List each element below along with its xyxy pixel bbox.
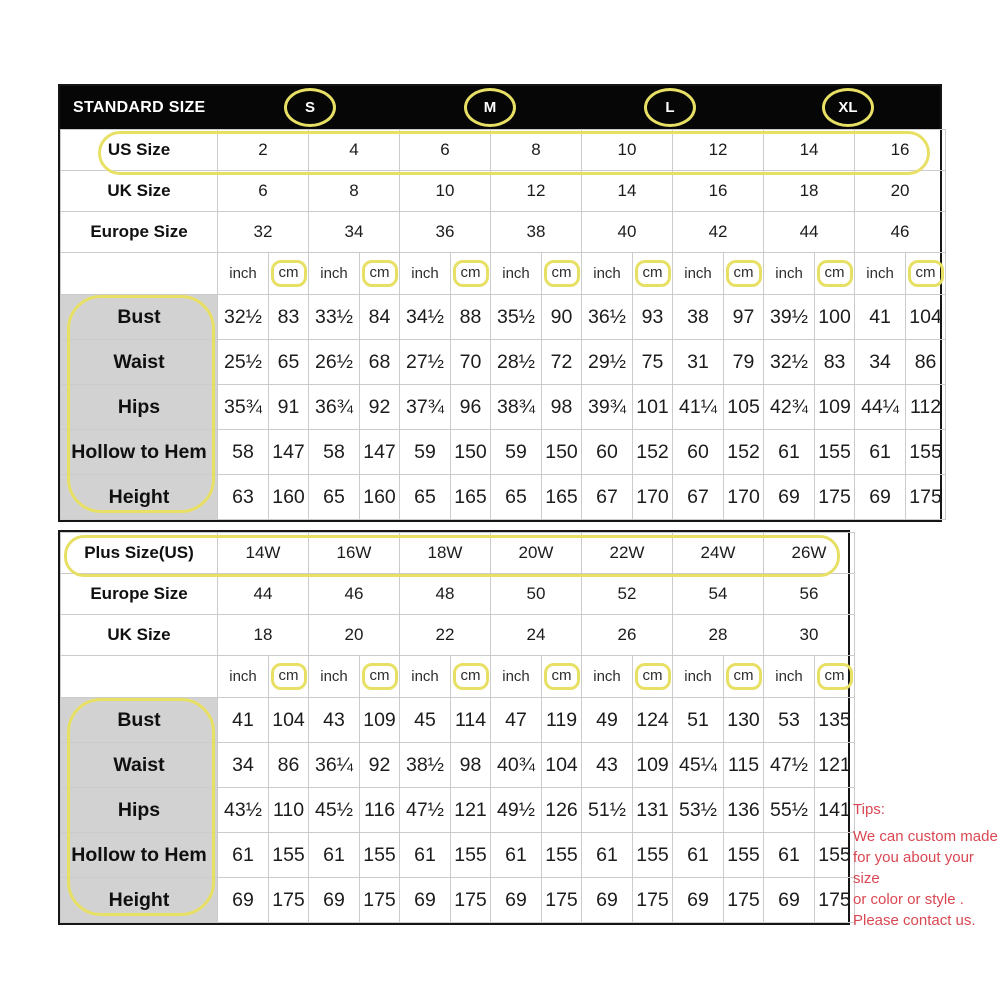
measure-cell: 175 (815, 878, 855, 923)
row-label: Bust (61, 295, 218, 340)
measure-cell: 121 (451, 788, 491, 833)
unit-cell: inch (855, 253, 906, 295)
measure-cell: 65 (269, 340, 309, 385)
measure-cell: 155 (633, 833, 673, 878)
tips-note (853, 799, 998, 931)
size-cell: 22W (582, 533, 673, 574)
measure-cell: 69 (400, 878, 451, 923)
measure-cell: 32½ (218, 295, 269, 340)
measure-cell: 136 (724, 788, 764, 833)
size-cell: 6 (400, 130, 491, 171)
cm-highlight-box: cm (362, 663, 398, 690)
size-cell: 50 (491, 574, 582, 615)
unit-cell: inch (309, 253, 360, 295)
row-label (61, 656, 218, 698)
measure-cell: 72 (542, 340, 582, 385)
measure-cell: 175 (451, 878, 491, 923)
unit-cell (360, 656, 400, 698)
measure-cell: 86 (269, 743, 309, 788)
row-label: UK Size (61, 171, 218, 212)
measure-cell: 65 (309, 475, 360, 520)
cm-highlight-box: cm (726, 260, 762, 287)
measure-cell: 41¼ (673, 385, 724, 430)
cm-highlight-box: cm (817, 663, 853, 690)
measure-cell: 96 (451, 385, 491, 430)
measure-cell: 165 (451, 475, 491, 520)
size-cell: 52 (582, 574, 673, 615)
measure-cell: 155 (360, 833, 400, 878)
measure-cell: 84 (360, 295, 400, 340)
size-cell: 46 (309, 574, 400, 615)
measure-cell: 104 (269, 698, 309, 743)
size-cell: 2 (218, 130, 309, 171)
size-cell: 12 (673, 130, 764, 171)
size-cell: 44 (218, 574, 309, 615)
measure-cell: 91 (269, 385, 309, 430)
measure-cell: 114 (451, 698, 491, 743)
measure-cell: 47½ (764, 743, 815, 788)
measure-cell: 43 (582, 743, 633, 788)
measure-cell: 40¾ (491, 743, 542, 788)
measure-cell: 152 (724, 430, 764, 475)
measure-cell: 37¾ (400, 385, 451, 430)
table-row (61, 574, 855, 615)
measure-cell: 43 (309, 698, 360, 743)
measure-cell: 150 (542, 430, 582, 475)
size-cell: 42 (673, 212, 764, 253)
measure-cell: 36¾ (309, 385, 360, 430)
row-label: Bust (61, 698, 218, 743)
measure-cell: 110 (269, 788, 309, 833)
table-row (61, 130, 946, 171)
measure-cell: 101 (633, 385, 673, 430)
size-cell: 38 (491, 212, 582, 253)
measure-cell: 175 (724, 878, 764, 923)
measure-cell: 88 (451, 295, 491, 340)
measure-cell: 61 (582, 833, 633, 878)
measure-cell: 109 (815, 385, 855, 430)
measure-cell: 39½ (764, 295, 815, 340)
unit-cell (451, 656, 491, 698)
size-cell: 18 (764, 171, 855, 212)
table-row (61, 171, 946, 212)
size-cell: 16W (309, 533, 400, 574)
measure-cell: 61 (491, 833, 542, 878)
measure-cell: 61 (218, 833, 269, 878)
size-cell: 4 (309, 130, 400, 171)
unit-cell: inch (673, 253, 724, 295)
measure-cell: 69 (309, 878, 360, 923)
measure-cell: 69 (855, 475, 906, 520)
measure-cell: 38¾ (491, 385, 542, 430)
unit-cell (906, 253, 946, 295)
measure-cell: 131 (633, 788, 673, 833)
row-label: Europe Size (61, 212, 218, 253)
measure-cell: 92 (360, 385, 400, 430)
measure-cell: 165 (542, 475, 582, 520)
measure-cell: 112 (906, 385, 946, 430)
measure-cell: 175 (633, 878, 673, 923)
tips-title: Tips: (853, 801, 885, 818)
measure-cell: 69 (764, 878, 815, 923)
measure-cell: 70 (451, 340, 491, 385)
measure-cell: 61 (764, 833, 815, 878)
measure-cell: 31 (673, 340, 724, 385)
measure-cell: 45½ (309, 788, 360, 833)
unit-cell: inch (491, 253, 542, 295)
measure-cell: 41 (855, 295, 906, 340)
row-label: Height (61, 878, 218, 923)
measure-cell: 147 (360, 430, 400, 475)
measure-cell: 69 (764, 475, 815, 520)
size-cell: 26 (582, 615, 673, 656)
measure-cell: 45 (400, 698, 451, 743)
measure-cell: 97 (724, 295, 764, 340)
measure-cell: 59 (400, 430, 451, 475)
table-row (61, 878, 855, 923)
unit-cell (451, 253, 491, 295)
measure-cell: 105 (724, 385, 764, 430)
size-cell: 14 (764, 130, 855, 171)
measure-cell: 35¾ (218, 385, 269, 430)
unit-cell: inch (309, 656, 360, 698)
size-cell: 8 (491, 130, 582, 171)
measure-cell: 42¾ (764, 385, 815, 430)
size-cell: 14 (582, 171, 673, 212)
measure-cell: 43½ (218, 788, 269, 833)
measure-cell: 69 (582, 878, 633, 923)
size-cell: 20 (309, 615, 400, 656)
measure-cell: 68 (360, 340, 400, 385)
measure-cell: 141 (815, 788, 855, 833)
measure-cell: 104 (542, 743, 582, 788)
measure-cell: 170 (633, 475, 673, 520)
measure-cell: 39¾ (582, 385, 633, 430)
measure-cell: 55½ (764, 788, 815, 833)
table-row (61, 475, 946, 520)
cm-highlight-box: cm (271, 260, 307, 287)
measure-cell: 32½ (764, 340, 815, 385)
measure-cell: 124 (633, 698, 673, 743)
table-row (61, 430, 946, 475)
measure-cell: 121 (815, 743, 855, 788)
measure-cell: 60 (582, 430, 633, 475)
measure-cell: 34 (855, 340, 906, 385)
standard-size-header (60, 86, 940, 129)
table-row (61, 295, 946, 340)
size-cell: 12 (491, 171, 582, 212)
measure-cell: 155 (451, 833, 491, 878)
size-cell: 20 (855, 171, 946, 212)
measure-cell: 93 (633, 295, 673, 340)
row-label: US Size (61, 130, 218, 171)
size-cell: 36 (400, 212, 491, 253)
measure-cell: 47 (491, 698, 542, 743)
measure-cell: 51½ (582, 788, 633, 833)
measure-cell: 59 (491, 430, 542, 475)
unit-cell (815, 656, 855, 698)
measure-cell: 116 (360, 788, 400, 833)
table-row (61, 533, 855, 574)
size-cell: 10 (582, 130, 673, 171)
measure-cell: 90 (542, 295, 582, 340)
cm-highlight-box: cm (635, 663, 671, 690)
table-row (61, 253, 946, 295)
measure-cell: 69 (218, 878, 269, 923)
unit-cell: inch (218, 253, 269, 295)
measure-cell: 38½ (400, 743, 451, 788)
measure-cell: 65 (400, 475, 451, 520)
measure-cell: 35½ (491, 295, 542, 340)
measure-cell: 27½ (400, 340, 451, 385)
plus-size-table (58, 530, 850, 925)
tips-line: We can custom made (853, 828, 998, 845)
measure-cell: 34 (218, 743, 269, 788)
measure-cell: 61 (309, 833, 360, 878)
measure-cell: 175 (906, 475, 946, 520)
size-cell: 30 (764, 615, 855, 656)
measure-cell: 147 (269, 430, 309, 475)
row-label: UK Size (61, 615, 218, 656)
standard-size-title: STANDARD SIZE (73, 98, 206, 116)
table-row (61, 743, 855, 788)
measure-cell: 79 (724, 340, 764, 385)
size-cell: 16 (855, 130, 946, 171)
measure-cell: 126 (542, 788, 582, 833)
row-label: Height (61, 475, 218, 520)
measure-cell: 63 (218, 475, 269, 520)
measure-cell: 100 (815, 295, 855, 340)
measure-cell: 155 (542, 833, 582, 878)
measure-cell: 109 (360, 698, 400, 743)
size-badge-l: L (644, 88, 696, 127)
size-cell: 56 (764, 574, 855, 615)
measure-cell: 83 (815, 340, 855, 385)
cm-highlight-box: cm (726, 663, 762, 690)
unit-cell (633, 656, 673, 698)
size-cell: 48 (400, 574, 491, 615)
row-label: Plus Size(US) (61, 533, 218, 574)
measure-cell: 29½ (582, 340, 633, 385)
table-row (61, 788, 855, 833)
measure-cell: 152 (633, 430, 673, 475)
table-row (61, 656, 855, 698)
tips-line: for you about your size (853, 849, 974, 887)
measure-cell: 175 (815, 475, 855, 520)
measure-cell: 60 (673, 430, 724, 475)
unit-cell (633, 253, 673, 295)
row-label: Waist (61, 743, 218, 788)
standard-size-grid (60, 129, 946, 520)
measure-cell: 41 (218, 698, 269, 743)
table-row (61, 615, 855, 656)
size-cell: 20W (491, 533, 582, 574)
measure-cell: 53½ (673, 788, 724, 833)
table-row (61, 385, 946, 430)
measure-cell: 69 (491, 878, 542, 923)
unit-cell (542, 253, 582, 295)
measure-cell: 155 (815, 430, 855, 475)
measure-cell: 86 (906, 340, 946, 385)
measure-cell: 109 (633, 743, 673, 788)
size-cell: 8 (309, 171, 400, 212)
measure-cell: 49½ (491, 788, 542, 833)
unit-cell: inch (491, 656, 542, 698)
measure-cell: 155 (906, 430, 946, 475)
cm-highlight-box: cm (817, 260, 853, 287)
unit-cell (269, 253, 309, 295)
measure-cell: 67 (673, 475, 724, 520)
measure-cell: 160 (360, 475, 400, 520)
size-badge-s: S (284, 88, 336, 127)
row-label: Hollow to Hem (61, 833, 218, 878)
cm-highlight-box: cm (453, 260, 489, 287)
measure-cell: 135 (815, 698, 855, 743)
row-label: Europe Size (61, 574, 218, 615)
table-row (61, 340, 946, 385)
measure-cell: 61 (400, 833, 451, 878)
size-cell: 44 (764, 212, 855, 253)
measure-cell: 28½ (491, 340, 542, 385)
size-cell: 6 (218, 171, 309, 212)
measure-cell: 83 (269, 295, 309, 340)
size-badge-m: M (464, 88, 516, 127)
measure-cell: 53 (764, 698, 815, 743)
size-badge-xl: XL (822, 88, 874, 127)
measure-cell: 104 (906, 295, 946, 340)
row-label: Waist (61, 340, 218, 385)
measure-cell: 155 (815, 833, 855, 878)
table-row (61, 212, 946, 253)
measure-cell: 150 (451, 430, 491, 475)
tips-line: Please contact us. (853, 912, 976, 929)
measure-cell: 175 (542, 878, 582, 923)
cm-highlight-box: cm (271, 663, 307, 690)
measure-cell: 75 (633, 340, 673, 385)
measure-cell: 175 (269, 878, 309, 923)
unit-cell (815, 253, 855, 295)
unit-cell (269, 656, 309, 698)
unit-cell: inch (673, 656, 724, 698)
unit-cell: inch (218, 656, 269, 698)
size-cell: 28 (673, 615, 764, 656)
measure-cell: 98 (542, 385, 582, 430)
measure-cell: 47½ (400, 788, 451, 833)
measure-cell: 65 (491, 475, 542, 520)
plus-size-grid (60, 532, 855, 923)
measure-cell: 58 (218, 430, 269, 475)
row-label (61, 253, 218, 295)
size-cell: 34 (309, 212, 400, 253)
tips-line: or color or style . (853, 891, 964, 908)
measure-cell: 67 (582, 475, 633, 520)
row-label: Hips (61, 385, 218, 430)
unit-cell (724, 253, 764, 295)
size-cell: 24 (491, 615, 582, 656)
measure-cell: 98 (451, 743, 491, 788)
measure-cell: 160 (269, 475, 309, 520)
unit-cell: inch (764, 656, 815, 698)
measure-cell: 61 (673, 833, 724, 878)
measure-cell: 51 (673, 698, 724, 743)
unit-cell (360, 253, 400, 295)
measure-cell: 44¼ (855, 385, 906, 430)
measure-cell: 155 (269, 833, 309, 878)
measure-cell: 33½ (309, 295, 360, 340)
size-cell: 40 (582, 212, 673, 253)
measure-cell: 61 (764, 430, 815, 475)
unit-cell: inch (764, 253, 815, 295)
size-cell: 32 (218, 212, 309, 253)
measure-cell: 25½ (218, 340, 269, 385)
size-cell: 26W (764, 533, 855, 574)
measure-cell: 92 (360, 743, 400, 788)
measure-cell: 170 (724, 475, 764, 520)
size-cell: 22 (400, 615, 491, 656)
cm-highlight-box: cm (453, 663, 489, 690)
size-cell: 16 (673, 171, 764, 212)
measure-cell: 175 (360, 878, 400, 923)
size-cell: 54 (673, 574, 764, 615)
cm-highlight-box: cm (635, 260, 671, 287)
unit-cell: inch (582, 253, 633, 295)
cm-highlight-box: cm (362, 260, 398, 287)
unit-cell (542, 656, 582, 698)
size-cell: 10 (400, 171, 491, 212)
size-cell: 24W (673, 533, 764, 574)
measure-cell: 45¼ (673, 743, 724, 788)
cm-highlight-box: cm (544, 260, 580, 287)
unit-cell: inch (400, 656, 451, 698)
measure-cell: 119 (542, 698, 582, 743)
measure-cell: 38 (673, 295, 724, 340)
standard-size-table (58, 84, 942, 522)
measure-cell: 58 (309, 430, 360, 475)
table-row (61, 833, 855, 878)
measure-cell: 155 (724, 833, 764, 878)
measure-cell: 115 (724, 743, 764, 788)
cm-highlight-box: cm (908, 260, 944, 287)
cm-highlight-box: cm (544, 663, 580, 690)
measure-cell: 49 (582, 698, 633, 743)
row-label: Hollow to Hem (61, 430, 218, 475)
table-row (61, 698, 855, 743)
measure-cell: 69 (673, 878, 724, 923)
size-cell: 18 (218, 615, 309, 656)
size-cell: 46 (855, 212, 946, 253)
measure-cell: 36¼ (309, 743, 360, 788)
measure-cell: 34½ (400, 295, 451, 340)
size-cell: 18W (400, 533, 491, 574)
row-label: Hips (61, 788, 218, 833)
unit-cell: inch (400, 253, 451, 295)
unit-cell: inch (582, 656, 633, 698)
measure-cell: 130 (724, 698, 764, 743)
measure-cell: 26½ (309, 340, 360, 385)
size-cell: 14W (218, 533, 309, 574)
measure-cell: 61 (855, 430, 906, 475)
measure-cell: 36½ (582, 295, 633, 340)
unit-cell (724, 656, 764, 698)
